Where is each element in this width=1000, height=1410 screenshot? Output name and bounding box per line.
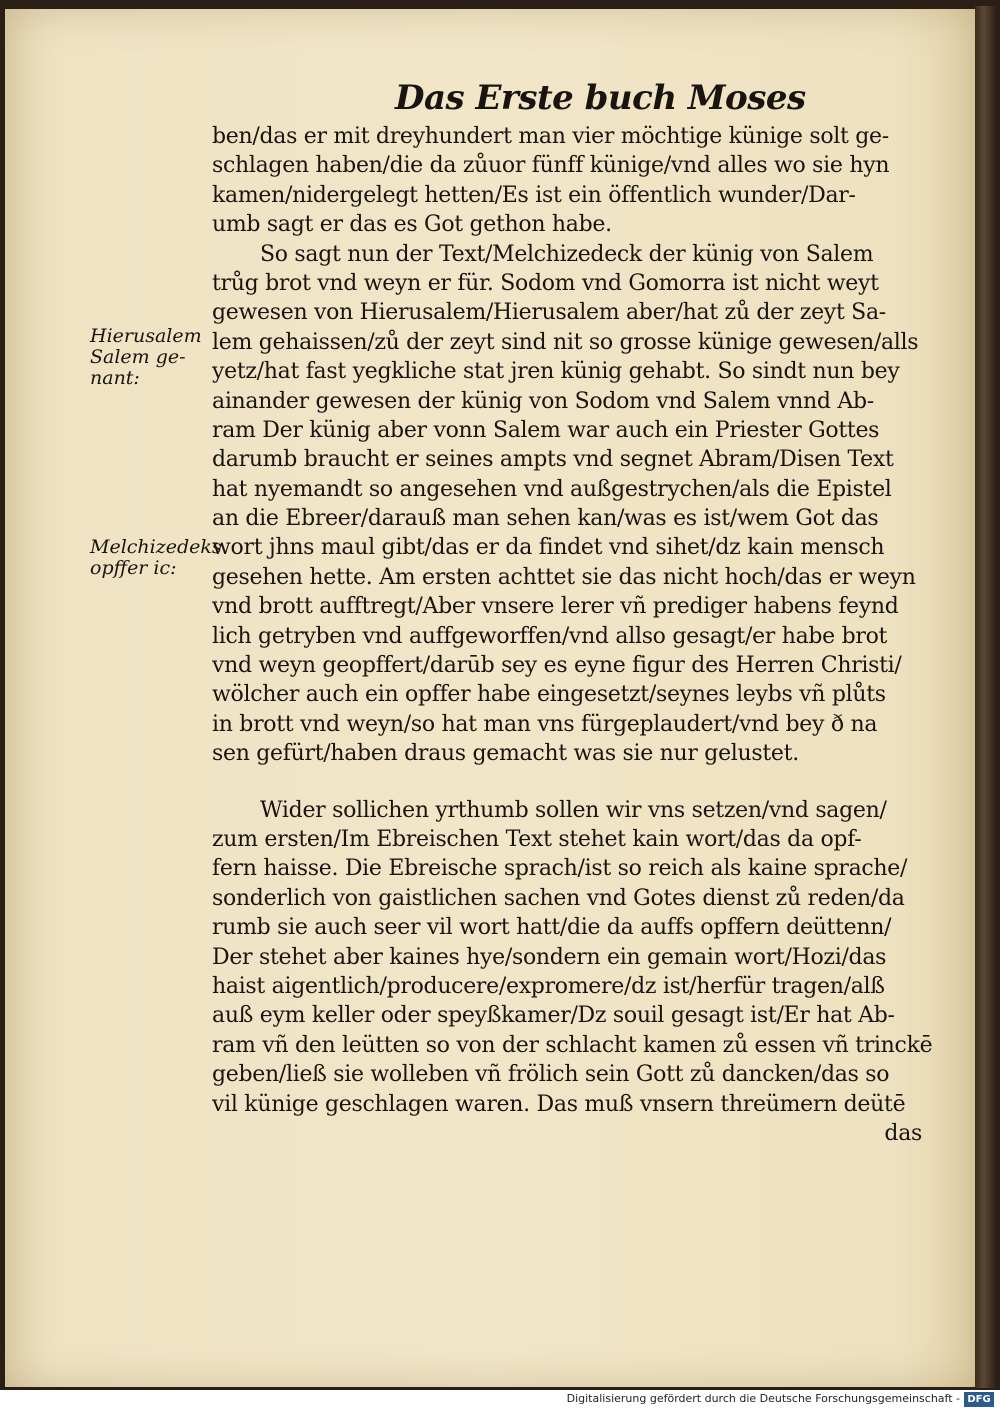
margin-note-melchizedek (90, 536, 222, 579)
margin-note-line: Salem ge- (90, 346, 186, 368)
text-line: sen gefürt/haben draus gemacht was sie nur gelustet. (212, 741, 799, 767)
text-line: So sagt nun der Text/Melchizedeck der künig von Salem (260, 241, 874, 267)
text-line: gewesen von Hierusalem/Hierusalem aber/hat zů der zeyt Sa- (212, 300, 886, 326)
text-line: Der stehet aber kaines hye/sondern ein gemain wort/Hozi/das (212, 944, 887, 970)
text-line: darumb braucht er seines ampts vnd segnet Abram/Disen Text (212, 447, 894, 473)
text-line: yetz/hat fast yegkliche stat jren künig gehabt. So sindt nun bey (212, 359, 900, 385)
text-line: Wider sollichen yrthumb sollen wir vns setzen/vnd sagen/ (260, 797, 887, 823)
running-head: Das Erste buch Moses (395, 78, 806, 118)
text-line: wölcher auch ein opffer habe eingesetzt/seynes leybs vñ plůts (212, 682, 886, 708)
text-line: in brott vnd weyn/so hat man vns fürgeplaudert/vnd bey ð na (212, 711, 878, 737)
text-line: haist aigentlich/producere/expromere/dz ist/herfür tragen/alß (212, 973, 885, 999)
text-line: schlagen haben/die da zůuor fünff künige/vnd alles wo sie hyn (212, 153, 890, 179)
margin-note-line: Hierusalem (90, 325, 202, 347)
page-edge (975, 6, 997, 1388)
text-line: lem gehaissen/zů der zeyt sind nit so grosse künige gewesen/alls (212, 329, 919, 355)
text-line: trůg brot vnd weyn er für. Sodom vnd Gomorra ist nicht weyt (212, 270, 879, 296)
margin-note-line: opffer ic: (90, 557, 177, 579)
text-line: an die Ebreer/darauß man sehen kan/was es ist/wem Got das (212, 506, 879, 532)
text-line: vnd brott aufftregt/Aber vnsere lerer vñ prediger habens feynd (212, 594, 899, 620)
text-line: vil künige geschlagen waren. Das muß vnsern threümern deütē (212, 1091, 906, 1117)
text-line: sonderlich von gaistlichen sachen vnd Gotes dienst zů reden/da (212, 885, 905, 911)
text-line: vnd weyn geopffert/darūb sey es eyne figur des Herren Christi/ (212, 653, 902, 679)
dfg-logo: DFG (964, 1392, 994, 1407)
text-line: gesehen hette. Am ersten achttet sie das nicht hoch/das er weyn (212, 564, 916, 590)
text-line: zum ersten/Im Ebreischen Text stehet kain wort/das da opf- (212, 826, 862, 852)
margin-note-line: Melchizedeks (90, 536, 222, 558)
text-line: umb sagt er das es Got gethon habe. (212, 212, 612, 238)
catchword: das (884, 1120, 922, 1146)
text-line: auß eym keller oder speyßkamer/Dz souil gesagt ist/Er hat Ab- (212, 1003, 895, 1029)
text-line: geben/ließ sie wolleben vñ frölich sein Gott zů dancken/das so (212, 1062, 890, 1088)
text-line: fern haisse. Die Ebreische sprach/ist so reich als kaine sprache/ (212, 856, 908, 882)
text-line: kamen/nidergelegt hetten/Es ist ein öffentlich wunder/Dar- (212, 182, 856, 208)
text-line: rumb sie auch seer vil wort hatt/die da auffs opffern deüttenn/ (212, 915, 892, 941)
text-line: lich getryben vnd auffgeworffen/vnd allso gesagt/er habe brot (212, 623, 888, 649)
text-line: ainander gewesen der künig von Sodom vnd Salem vnnd Ab- (212, 388, 874, 414)
margin-note-line: nant: (90, 367, 140, 389)
body-text (212, 122, 934, 1148)
text-line: hat nyemandt so angesehen vnd außgestrychen/als die Epistel (212, 476, 892, 502)
text-line: ben/das er mit dreyhundert man vier möchtige künige solt ge- (212, 124, 889, 149)
footer (0, 1390, 1000, 1410)
margin-note-hierusalem (90, 326, 210, 389)
text-line: ram vñ den leütten so von der schlacht kamen zů essen vñ trinckē (212, 1032, 933, 1058)
text-line: ram Der künig aber vonn Salem war auch ein Priester Gottes (212, 417, 880, 443)
footer-credit: Digitalisierung gefördert durch die Deutsche Forschungsgemeinschaft - (566, 1392, 960, 1405)
text-line: wort jhns maul gibt/das er da findet vnd sihet/dz kain mensch (212, 535, 885, 561)
